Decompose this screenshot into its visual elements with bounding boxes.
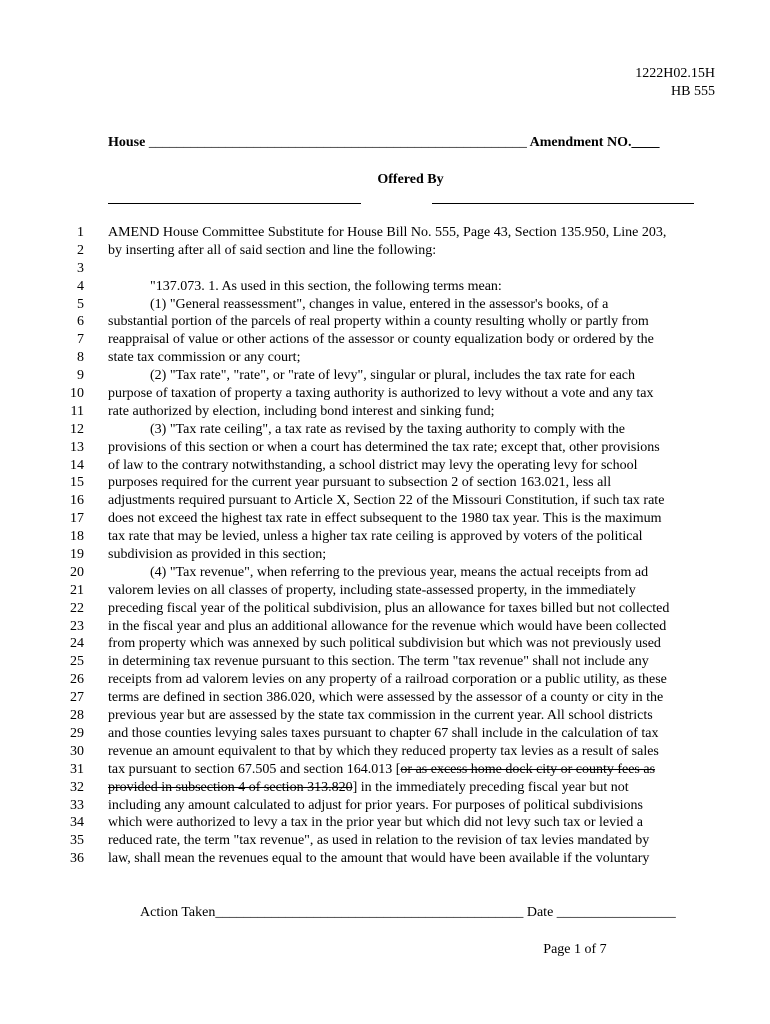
line-number: 22 (70, 600, 84, 616)
line-text-segment: terms are defined in section 386.020, which were assessed by the assessor of a county or city in the (108, 690, 664, 706)
text-line (0, 797, 770, 815)
text-line (0, 635, 770, 653)
line-number: 31 (70, 761, 84, 777)
line-number: 7 (77, 332, 84, 348)
line-text-segment: revenue an amount equivalent to that by which they reduced property tax levies as a result of sales (108, 743, 659, 759)
line-number: 36 (70, 851, 84, 867)
line-number: 33 (70, 797, 84, 813)
line-text (108, 761, 714, 779)
line-text (108, 689, 714, 707)
line-text (108, 403, 714, 421)
line-text-segment: "137.073. 1. As used in this section, the following terms mean: (150, 278, 502, 294)
line-text-segment: by inserting after all of said section and line the following: (108, 242, 437, 258)
line-text-segment: which were authorized to levy a tax in the prior year but which did not levy such tax or levied a (108, 815, 643, 831)
line-text (150, 296, 756, 314)
line-text-segment: of law to the contrary notwithstanding, a school district may levy the operating levy for school (108, 457, 638, 473)
line-number: 6 (77, 314, 84, 330)
text-line (0, 457, 770, 475)
text-line (0, 850, 770, 868)
text-line (0, 528, 770, 546)
line-text-segment: reappraisal of value or other actions of the assessor or county equalization body or ordered by the (108, 332, 654, 348)
amendment-text (0, 224, 770, 868)
line-text-segment: tax rate that may be levied, unless a higher tax rate ceiling is approved by voters of the political (108, 529, 643, 545)
line-text-segment: previous year but are assessed by the state tax commission in the current year. All school districts (108, 708, 653, 724)
text-line (0, 439, 770, 457)
text-line (0, 242, 770, 260)
line-text (108, 492, 714, 510)
text-line (0, 349, 770, 367)
line-text-segment: rate authorized by election, including bond interest and sinking fund; (108, 403, 495, 419)
action-taken-label: Action Taken (140, 905, 216, 920)
line-number: 28 (70, 708, 84, 724)
line-number: 19 (70, 547, 84, 563)
amendment-number: Amendment NO.____ (529, 135, 660, 150)
line-text (108, 224, 714, 242)
line-text (108, 582, 714, 600)
text-line (0, 814, 770, 832)
line-number: 17 (70, 511, 84, 527)
line-text-segment: law, shall mean the revenues equal to the amount that would have been available if the voluntary (108, 851, 650, 867)
line-number: 24 (70, 636, 84, 652)
line-number: 30 (70, 743, 84, 759)
line-text (108, 725, 714, 743)
line-number: 27 (70, 690, 84, 706)
line-text-segment: (1) "General reassessment", changes in value, entered in the assessor's books, of a (150, 296, 609, 312)
line-number: 13 (70, 439, 84, 455)
line-number: 3 (77, 260, 84, 276)
line-text-segment: in the fiscal year and plus an additional allowance for the revenue which would have been collected (108, 618, 667, 634)
text-line (0, 725, 770, 743)
line-text (108, 439, 714, 457)
line-text (108, 850, 714, 868)
line-text-segment: substantial portion of the parcels of real property within a county resulting wholly or partly from (108, 314, 649, 330)
text-line (0, 296, 770, 314)
text-line (0, 671, 770, 689)
text-line (0, 367, 770, 385)
text-line (0, 761, 770, 779)
text-line (0, 278, 770, 296)
line-text (108, 653, 714, 671)
line-text (108, 242, 714, 260)
text-line (0, 224, 770, 242)
text-line (0, 403, 770, 421)
line-text (108, 510, 714, 528)
line-text-segment: valorem levies on all classes of property, including state-assessed property, in the immediately (108, 582, 636, 598)
line-text-segment: AMEND House Committee Substitute for House Bill No. 555, Page 43, Section 135.950, Line 203, (108, 225, 667, 240)
text-line (0, 313, 770, 331)
text-line (0, 385, 770, 403)
line-text (108, 618, 714, 636)
line-text (108, 474, 714, 492)
line-text (108, 457, 714, 475)
line-text-segment: adjustments required pursuant to Article X, Section 22 of the Missouri Constitution, if such tax rate (108, 493, 665, 509)
line-text-segment: in determining tax revenue pursuant to this section. The term "tax revenue" shall not include any (108, 654, 649, 670)
text-line (0, 707, 770, 725)
line-number: 8 (77, 350, 84, 366)
line-number: 12 (70, 421, 84, 437)
line-text (108, 743, 714, 761)
line-text-segment: (4) "Tax revenue", when referring to the previous year, means the actual receipts from ad (150, 564, 649, 580)
signature-line-right (432, 203, 694, 204)
line-text (150, 367, 756, 385)
line-number: 11 (70, 403, 84, 419)
line-number: 14 (70, 457, 84, 473)
line-text-segment: including any amount calculated to adjust for prior years. For purposes of political subdivisions (108, 797, 644, 813)
line-number: 2 (77, 242, 84, 258)
line-number: 29 (70, 725, 84, 741)
text-line (0, 564, 770, 582)
bill-code: 1222H02.15H (635, 66, 715, 81)
line-text (150, 564, 756, 582)
line-text-segment: from property which was annexed by such political subdivision but which was not previously used (108, 636, 661, 652)
line-text (108, 814, 714, 832)
struck-text: or as excess home dock city or county fees as (400, 761, 656, 777)
line-text (108, 832, 714, 850)
line-text (108, 707, 714, 725)
line-number: 1 (77, 225, 84, 240)
line-number: 15 (70, 475, 84, 491)
action-taken-blank: ____________________________________________ (215, 905, 524, 920)
line-number: 5 (77, 296, 84, 312)
line-text (108, 546, 714, 564)
text-line (0, 600, 770, 618)
text-line (0, 546, 770, 564)
line-number: 9 (77, 368, 84, 384)
line-text (108, 349, 714, 367)
line-text (108, 779, 714, 797)
line-text (108, 635, 714, 653)
signature-line-left (108, 203, 361, 204)
text-line (0, 653, 770, 671)
line-text-segment: does not exceed the highest tax rate in effect subsequent to the 1980 tax year. This is the maximum (108, 511, 662, 527)
house-amendment-line (108, 135, 713, 151)
line-text (108, 528, 714, 546)
line-number: 32 (70, 779, 84, 795)
line-number: 21 (70, 582, 84, 598)
line-text-segment: subdivision as provided in this section; (108, 547, 327, 563)
text-line (0, 832, 770, 850)
text-line (0, 492, 770, 510)
text-line (0, 582, 770, 600)
line-text-segment: receipts from ad valorem levies on any property of a railroad corporation or a public utility, as these (108, 672, 667, 688)
line-number: 35 (70, 833, 84, 849)
line-text-segment: provisions of this section or when a court has determined the tax rate; except that, other provisions (108, 439, 660, 455)
line-text (108, 797, 714, 815)
line-text (150, 421, 756, 439)
page-number: Page 1 of 7 (543, 942, 607, 957)
line-text-segment: preceding fiscal year of the political subdivision, plus an allowance for taxes billed but not collected (108, 600, 670, 616)
line-number: 4 (77, 278, 84, 294)
line-text (108, 600, 714, 618)
line-text-segment: (2) "Tax rate", "rate", or "rate of levy", singular or plural, includes the tax rate for each (150, 368, 635, 384)
line-text-segment: state tax commission or any court; (108, 350, 301, 366)
text-line (0, 743, 770, 761)
line-text-segment: tax pursuant to section 67.505 and section 164.013 [ (108, 761, 401, 777)
line-text-segment: purpose of taxation of property a taxing authority is authorized to levy without a vote and any tax (108, 386, 654, 402)
line-number: 20 (70, 564, 84, 580)
line-text-segment: and those counties levying sales taxes pursuant to chapter 67 shall include in the calculation of tax (108, 725, 659, 741)
line-number: 34 (70, 815, 84, 831)
text-line (0, 618, 770, 636)
line-text (150, 278, 756, 296)
line-text (108, 313, 714, 331)
date-blank: _________________ (556, 905, 676, 920)
line-number: 25 (70, 654, 84, 670)
text-line (0, 510, 770, 528)
struck-text: provided in subsection 4 of section 313.820 (108, 779, 353, 795)
text-line (0, 474, 770, 492)
line-number: 10 (70, 386, 84, 402)
line-text-segment: reduced rate, the term "tax revenue", as used in relation to the revision of tax levies mandated by (108, 833, 650, 849)
house-label: House (108, 135, 146, 150)
house-blank: ______________________________________________________ (148, 135, 527, 150)
line-number: 16 (70, 493, 84, 509)
line-number: 26 (70, 672, 84, 688)
bill-number: HB 555 (671, 84, 715, 99)
date-label: Date (526, 905, 554, 920)
text-line (0, 331, 770, 349)
line-text (108, 671, 714, 689)
text-line (0, 421, 770, 439)
line-number: 18 (70, 529, 84, 545)
line-text-segment: (3) "Tax rate ceiling", a tax rate as revised by the taxing authority to comply with the (150, 421, 626, 437)
line-text (108, 385, 714, 403)
line-text-segment: purposes required for the current year pursuant to subsection 2 of section 163.021, less all (108, 475, 612, 491)
text-line (0, 260, 770, 278)
line-text (108, 331, 714, 349)
line-number: 23 (70, 618, 84, 634)
text-line (0, 689, 770, 707)
text-line (0, 779, 770, 797)
offered-by-label: Offered By (377, 172, 444, 187)
action-taken-line (140, 905, 720, 921)
line-text-segment: ] in the immediately preceding fiscal year but not (352, 779, 629, 795)
